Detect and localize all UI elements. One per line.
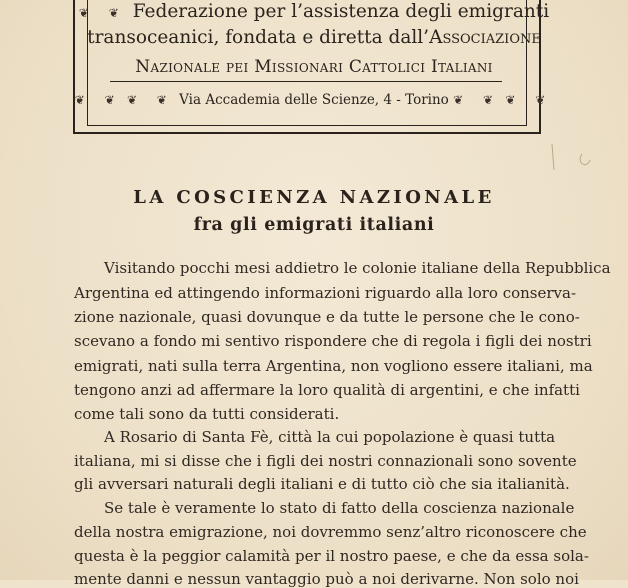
body-line: scevano a fondo mi sentivo rispondere che di regola i figli dei nostri bbox=[74, 332, 592, 350]
header-address-line bbox=[0, 92, 628, 108]
header-address: Via Accademia delle Scienze, 4 - Torino bbox=[179, 92, 449, 108]
ornament-icon: ❦ ❦ bbox=[74, 93, 123, 107]
body-line: mente danni e nessun vantaggio può a noi derivarne. Non solo noi bbox=[74, 570, 579, 588]
body-line: tengono anzi ad affermare la loro qualità di argentini, e che infatti bbox=[74, 381, 580, 399]
body-line: Visitando pocchi mesi addietro le colonie italiane della Repubblica bbox=[104, 259, 611, 277]
header-line-2 bbox=[0, 27, 628, 48]
header-line-1 bbox=[0, 1, 628, 22]
body-line: italiana, mi si disse che i figli dei nostri connazionali sono sovente bbox=[74, 452, 577, 470]
body-line: zione nazionale, quasi dovunque e da tutte le persone che le cono- bbox=[74, 308, 580, 326]
header-association-name: Nazionale pei Missionari Cattolici Italiani bbox=[135, 57, 493, 77]
body-line: Argentina ed attingendo informazioni riguardo alla loro conserva- bbox=[74, 284, 577, 302]
header-line-2-text: transoceanici, fondata e diretta dall’ bbox=[87, 27, 430, 48]
ornament-icon: ❦ ❦ bbox=[505, 93, 554, 107]
header-association-word: Associazione bbox=[429, 27, 541, 48]
body-line: della nostra emigrazione, noi dovremmo senz’altro riconoscere che bbox=[74, 523, 587, 541]
ornament-icon: ❦ ❦ bbox=[126, 93, 175, 107]
ornament-icon: ❦ ❦ bbox=[78, 6, 127, 20]
pencil-mark-icon bbox=[548, 140, 608, 180]
header-federation-text: Federazione per l’assistenza degli emigranti bbox=[132, 1, 550, 22]
body-line: come tali sono da tutti considerati. bbox=[74, 405, 340, 423]
ornament-icon: ❦ ❦ bbox=[453, 93, 502, 107]
body-line: questa è la peggior calamità per il nostro paese, e che da essa sola- bbox=[74, 547, 589, 565]
header-underline bbox=[110, 81, 502, 82]
body-line: Se tale è veramente lo stato di fatto della coscienza nazionale bbox=[104, 499, 575, 517]
body-line: A Rosario di Santa Fè, città la cui popolazione è quasi tutta bbox=[104, 428, 556, 446]
article-title: LA COSCIENZA NAZIONALE bbox=[133, 187, 495, 208]
body-line: emigrati, nati sulla terra Argentina, non vogliono essere italiani, ma bbox=[74, 357, 593, 375]
body-line: gli avversari naturali degli italiani e di tutto ciò che sia italianità. bbox=[74, 475, 570, 493]
article-subtitle: fra gli emigrati italiani bbox=[193, 215, 435, 235]
